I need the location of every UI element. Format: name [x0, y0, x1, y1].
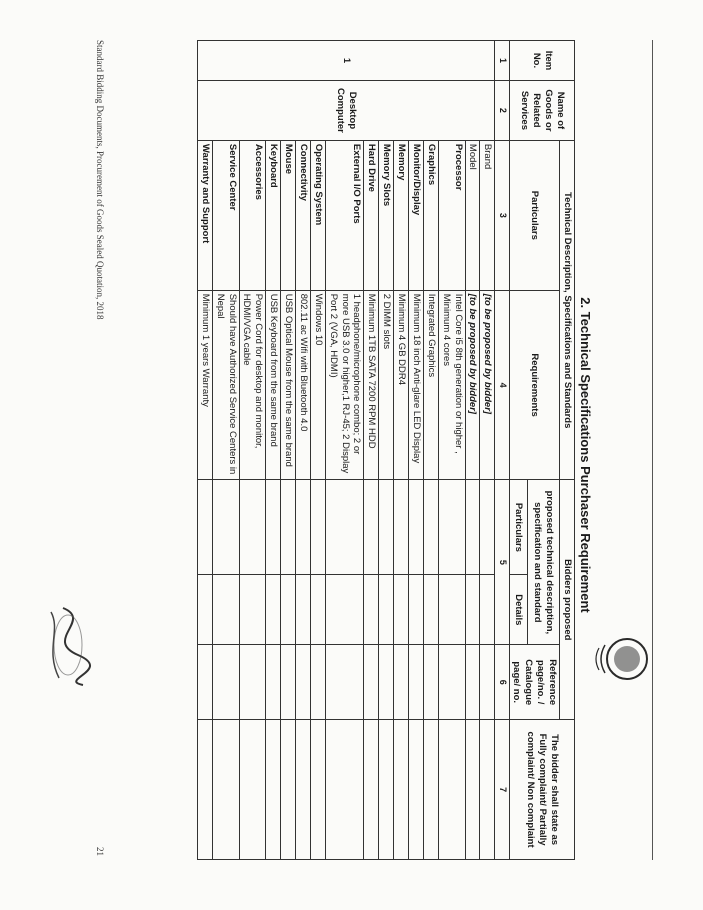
empty-cell[interactable]: [409, 720, 424, 860]
empty-cell[interactable]: [480, 720, 495, 860]
item-number: 1: [198, 41, 495, 81]
empty-cell[interactable]: [296, 480, 311, 575]
col-num: 3: [495, 140, 509, 290]
particular-cell: Monitor/Display: [409, 140, 424, 290]
particular-cell: Model: [465, 140, 480, 290]
col-num: 2: [495, 80, 509, 140]
header-item-no: Item No.: [509, 41, 574, 81]
requirement-cell: Power Cord for desktop and monitor, HDMI/VGA cable: [239, 290, 266, 480]
particular-cell: Memory Slots: [379, 140, 394, 290]
empty-cell[interactable]: [480, 575, 495, 645]
empty-cell[interactable]: [296, 645, 311, 720]
table-row: [239, 41, 266, 860]
empty-cell[interactable]: [266, 720, 281, 860]
table-row: [438, 41, 465, 860]
header-requirements: Requirements: [509, 290, 560, 480]
header-proposed-desc: proposed technical description, specification and standard: [527, 480, 559, 645]
empty-cell[interactable]: [409, 575, 424, 645]
particular-cell: Mouse: [281, 140, 296, 290]
empty-cell[interactable]: [311, 645, 326, 720]
header-compliance: The bidder shall state as Fully complaint/ Partially complaint/ Non complaint: [509, 720, 574, 860]
empty-cell[interactable]: [239, 575, 266, 645]
header-reference: Reference page/no. / Catalogue page/ no.: [509, 645, 560, 720]
requirement-cell: Minimum 1 years Warranty: [198, 290, 213, 480]
particular-cell: Keyboard: [266, 140, 281, 290]
particular-cell: Brand: [480, 140, 495, 290]
empty-cell[interactable]: [424, 720, 439, 860]
header-bidders-proposed: Bidders proposed: [560, 480, 575, 720]
particular-cell: External I/O Ports: [325, 140, 364, 290]
empty-cell[interactable]: [311, 720, 326, 860]
table-row: [364, 41, 379, 860]
empty-cell[interactable]: [266, 480, 281, 575]
empty-cell[interactable]: [394, 575, 409, 645]
requirement-cell: Minimum 1TB SATA 7200 RPM HDD: [364, 290, 379, 480]
requirement-cell: Minimum 18 inch Anti-glare LED Display: [409, 290, 424, 480]
table-row: [325, 41, 364, 860]
empty-cell[interactable]: [364, 575, 379, 645]
header-bid-particulars: Particulars: [509, 480, 527, 575]
page-title: 2. Technical Specifications Purchaser Requirement: [578, 297, 593, 613]
particular-cell: Connectivity: [296, 140, 311, 290]
empty-cell[interactable]: [465, 720, 480, 860]
requirement-cell: Windows 10: [311, 290, 326, 480]
signature-stamp: [33, 600, 103, 690]
empty-cell[interactable]: [379, 720, 394, 860]
particular-cell: Hard Drive: [364, 140, 379, 290]
header-tech-desc: Technical Description, Specifications and Standards: [560, 140, 575, 480]
empty-cell[interactable]: [364, 480, 379, 575]
table-row: [409, 41, 424, 860]
particular-cell: Operating System: [311, 140, 326, 290]
page-number: 21: [95, 847, 105, 856]
table-row: [311, 41, 326, 860]
empty-cell[interactable]: [424, 645, 439, 720]
empty-cell[interactable]: [212, 575, 239, 645]
empty-cell[interactable]: [394, 645, 409, 720]
table-row: [379, 41, 394, 860]
top-rule: [652, 40, 653, 860]
requirement-cell: [to be proposed by bidder]: [465, 290, 480, 480]
empty-cell[interactable]: [325, 480, 364, 575]
empty-cell[interactable]: [266, 645, 281, 720]
requirement-cell: Integrated Graphics: [424, 290, 439, 480]
table-row: [480, 41, 495, 860]
particular-cell: Graphics: [424, 140, 439, 290]
empty-cell[interactable]: [465, 645, 480, 720]
requirement-cell: Minimum 4 GB DDR4: [394, 290, 409, 480]
empty-cell[interactable]: [379, 645, 394, 720]
col-num: 5: [495, 480, 509, 645]
empty-cell[interactable]: [465, 480, 480, 575]
empty-cell[interactable]: [212, 480, 239, 575]
empty-cell[interactable]: [424, 480, 439, 575]
empty-cell[interactable]: [465, 575, 480, 645]
empty-cell[interactable]: [296, 720, 311, 860]
requirement-cell: USB Keyboard from the same brand: [266, 290, 281, 480]
particular-cell: Warranty and Support: [198, 140, 213, 290]
col-num: 4: [495, 290, 509, 480]
particular-cell: Memory: [394, 140, 409, 290]
col-num: 7: [495, 720, 509, 860]
empty-cell[interactable]: [198, 480, 213, 575]
table-row: [465, 41, 480, 860]
empty-cell[interactable]: [325, 575, 364, 645]
spec-table: [197, 40, 575, 860]
header-particulars: Particulars: [509, 140, 560, 290]
empty-cell[interactable]: [325, 720, 364, 860]
empty-cell[interactable]: [198, 575, 213, 645]
requirement-cell: [to be proposed by bidder]: [480, 290, 495, 480]
empty-cell[interactable]: [438, 645, 465, 720]
requirement-cell: USB Optical Mouse from the same brand: [281, 290, 296, 480]
empty-cell[interactable]: [281, 480, 296, 575]
empty-cell[interactable]: [266, 575, 281, 645]
empty-cell[interactable]: [438, 480, 465, 575]
requirement-cell: Should have Authorized Service Centers in Nepal: [212, 290, 239, 480]
empty-cell[interactable]: [379, 575, 394, 645]
empty-cell[interactable]: [409, 645, 424, 720]
empty-cell[interactable]: [311, 480, 326, 575]
empty-cell[interactable]: [212, 720, 239, 860]
particular-cell: Service Center: [212, 140, 239, 290]
particular-cell: Accessories: [239, 140, 266, 290]
requirement-cell: 2 DIMM slots: [379, 290, 394, 480]
requirement-cell: Intel Core i5 8th generation or higher , Minimum 4 cores: [438, 290, 465, 480]
header-name: Name of Goods or Related Services: [509, 80, 574, 140]
table-row: [266, 41, 281, 860]
col-num: 1: [495, 41, 509, 81]
empty-cell[interactable]: [281, 720, 296, 860]
table-row: [281, 41, 296, 860]
table-row: [394, 41, 409, 860]
empty-cell[interactable]: [438, 575, 465, 645]
official-seal-logo: [591, 620, 653, 698]
empty-cell[interactable]: [438, 720, 465, 860]
particular-cell: Processor: [438, 140, 465, 290]
empty-cell[interactable]: [379, 480, 394, 575]
empty-cell[interactable]: [364, 645, 379, 720]
empty-cell[interactable]: [281, 575, 296, 645]
empty-cell[interactable]: [480, 645, 495, 720]
table-row: [424, 41, 439, 860]
table-row: [296, 41, 311, 860]
empty-cell[interactable]: [198, 645, 213, 720]
empty-cell[interactable]: [394, 720, 409, 860]
requirement-cell: 1 headphone/microphone combo; 2 or more USB 3.0 or higher,1 RJ-45; 2 Display Port 2 (VGA, HDMI): [325, 290, 364, 480]
empty-cell[interactable]: [325, 645, 364, 720]
table-row: [212, 41, 239, 860]
empty-cell[interactable]: [239, 645, 266, 720]
table-row: [198, 41, 213, 860]
empty-cell[interactable]: [480, 480, 495, 575]
requirement-cell: 802.11 ac Wifi with Bluetooth 4.0: [296, 290, 311, 480]
empty-cell[interactable]: [281, 645, 296, 720]
column-number-row: [495, 41, 509, 860]
empty-cell[interactable]: [364, 720, 379, 860]
empty-cell[interactable]: [424, 575, 439, 645]
empty-cell[interactable]: [212, 645, 239, 720]
empty-cell[interactable]: [311, 575, 326, 645]
empty-cell[interactable]: [239, 720, 266, 860]
empty-cell[interactable]: [296, 575, 311, 645]
empty-cell[interactable]: [409, 480, 424, 575]
footer-text: Standard Bidding Documents, Procurement of Goods Sealed Quotation, 2018: [95, 40, 105, 320]
empty-cell[interactable]: [239, 480, 266, 575]
empty-cell[interactable]: [394, 480, 409, 575]
header-details: Details: [509, 575, 527, 645]
col-num: 6: [495, 645, 509, 720]
item-name: Desktop Computer: [198, 80, 495, 140]
empty-cell[interactable]: [198, 720, 213, 860]
